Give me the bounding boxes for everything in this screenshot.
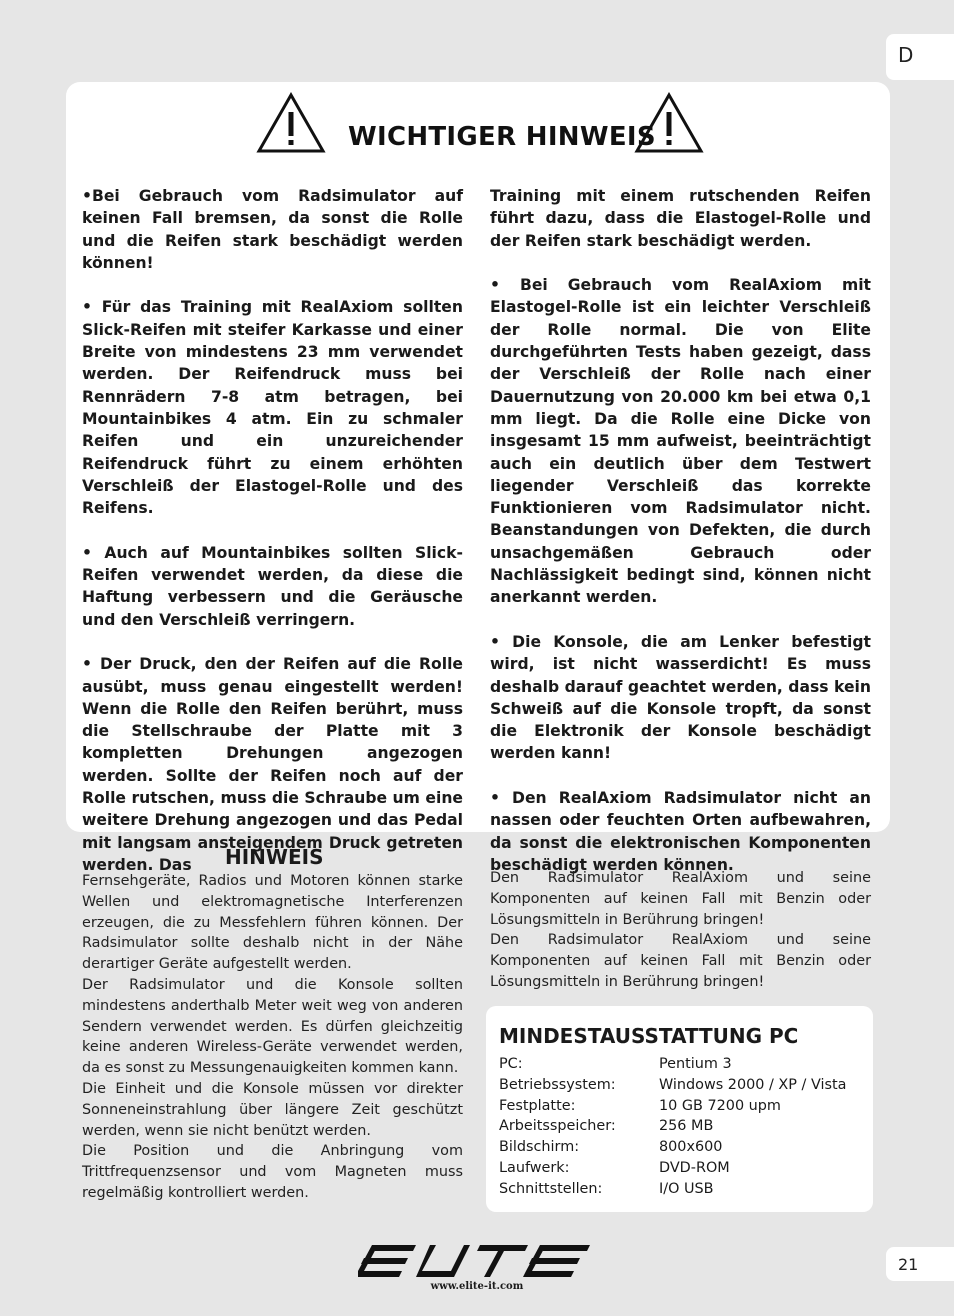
warning-paragraph: • Bei Gebrauch vom RealAxiom mit Elastogel-Rolle ist ein leichter Verschleiß der Rolle normal. Die von Elite durchgeführten Tests haben gezeigt, dass der Verschleiß der Rolle nach einer Dauernutzung von 20.000 km bei etwa 0,1 mm liegt. Da die Rolle eine Dicke von insgesamt 15 mm aufweist, beeinträchtigt auch ein deutlich über dem Testwert liegender Verschleiß das korrekte Funktionieren vom Radsimulator nicht. Beanstandungen von Defekten, die durch unsachgemäßen Gebrauch oder Nachlässigkeit bedingt sind, können nicht anerkannt werden. [490,276,871,607]
table-row [499,1158,869,1179]
table-row [499,1054,869,1075]
requirements-title: MINDESTAUSSTATTUNG PC [499,1024,799,1048]
warning-triangle-icon [634,92,704,154]
warning-header [66,82,890,172]
spec-value: 256 MB [659,1118,714,1135]
page-number: 21 [886,1247,954,1281]
warning-paragraph: • Die Konsole, die am Lenker befestigt wird, ist nicht wasserdicht! Es muss deshalb darauf geachtet werden, dass kein Schweiß auf die Konsole tropft, da sonst die Elektronik der Konsole beschädigt werden kann! [490,632,871,763]
warning-title: WICHTIGER HINWEIS [348,122,656,152]
hinweis-paragraph: Die Position und die Anbringung vom Trittfrequenzsensor und vom Magneten muss regelmäßig kontrolliert werden. [82,1143,463,1201]
section-tab: D [886,34,954,80]
warning-triangle-icon [256,92,326,154]
warning-paragraph: • Für das Training mit RealAxiom sollten Slick-Reifen mit steifer Karkasse und einer Breite von mindestens 23 mm verwendet werden. Der Reifendruck muss bei Rennrädern 7-8 atm betragen, bei Mountainbikes 4 atm. Ein zu schmaler Reifen und ein unzureichender Reifendruck führt zu einem erhöhten Verschleiß der Elastogel-Rolle und des Reifens. [82,298,463,518]
hinweis-paragraph: Die Einheit und die Konsole müssen vor direkter Sonneneinstrahlung über längere Zeit geschützt werden, wenn sie nicht benützt werden. [82,1080,463,1139]
hinweis-paragraph: Der Radsimulator und die Konsole sollten mindestens anderthalb Meter weit weg von anderen Sendern verwendet werden. Es dürfen gleichzeitig keine anderen Wireless-Geräte verwendet werden, da es sonst zu Messungenauigkeiten kommen kann. [82,976,463,1077]
hinweis-title: HINWEIS [225,845,324,869]
hinweis-right-column [490,868,871,993]
warning-paragraph: • Auch auf Mountainbikes sollten Slick-Reifen verwendet werden, da diese die Haftung verbessern und die Geräusche und den Verschleiß verringern. [82,543,463,629]
spec-value: 800x600 [659,1139,723,1156]
spec-value: DVD-ROM [659,1159,730,1176]
elite-logo [358,1243,590,1278]
table-row [499,1075,869,1096]
hinweis-paragraph: Den Radsimulator RealAxiom und seine Komponenten auf keinen Fall mit Benzin oder Lösungsmitteln in Berührung bringen! [490,932,871,990]
spec-value: Pentium 3 [659,1056,732,1072]
website-url: www.elite-it.com [430,1281,524,1292]
warning-paragraph: •Bei Gebrauch vom Radsimulator auf keinen Fall bremsen, da sonst die Rolle und die Reifen stark beschädigt werden können! [82,187,463,272]
spec-value: I/O USB [659,1180,714,1197]
spec-label: Bildschirm: [499,1139,580,1156]
spec-label: Betriebssystem: [499,1076,616,1093]
spec-label: Schnittstellen: [499,1180,603,1197]
hinweis-paragraph: Fernsehgeräte, Radios und Motoren können starke Wellen und elektromagnetische Interferenzen erzeugen, die zu Messfehlern führen können. Der Radsimulator sollte deshalb nicht in der Nähe derartiger Geräte aufgestellt werden. [82,873,463,973]
spec-value: Windows 2000 / XP / Vista [659,1076,847,1093]
table-row [499,1137,869,1158]
spec-value: 10 GB 7200 upm [659,1097,781,1114]
warning-left-column [82,185,463,876]
table-row [499,1179,869,1200]
table-row [499,1096,869,1117]
spec-label: Laufwerk: [499,1159,570,1176]
hinweis-left-column [82,871,463,1204]
warning-paragraph: • Den RealAxiom Radsimulator nicht an nassen oder feuchten Orten aufbewahren, da sonst die elektronischen Komponenten beschädigt werden können. [490,789,871,874]
warning-right-column [490,185,871,876]
table-row [499,1116,869,1137]
warning-paragraph: • Der Druck, den der Reifen auf die Rolle ausübt, muss genau eingestellt werden! Wenn die Rolle den Reifen berührt, muss die Stellschraube der Platte mit 3 kompletten Drehungen angezogen werden. Sollte der Reifen noch auf der Rolle rutschen, muss die Schraube um eine weitere Drehung angezogen und das Pedal mit langsam ansteigendem Druck getreten werden. Das [82,655,463,874]
spec-label: PC: [499,1056,523,1072]
requirements-box [486,1006,873,1212]
spec-label: Arbeitsspeicher: [499,1118,616,1135]
hinweis-paragraph: Den Radsimulator RealAxiom und seine Komponenten auf keinen Fall mit Benzin oder Lösungsmitteln in Berührung bringen! [490,870,871,928]
spec-label: Festplatte: [499,1097,576,1114]
requirements-table [499,1054,869,1200]
warning-paragraph: Training mit einem rutschenden Reifen führt dazu, dass die Elastogel-Rolle und der Reifen stark beschädigt werden. [490,187,871,250]
